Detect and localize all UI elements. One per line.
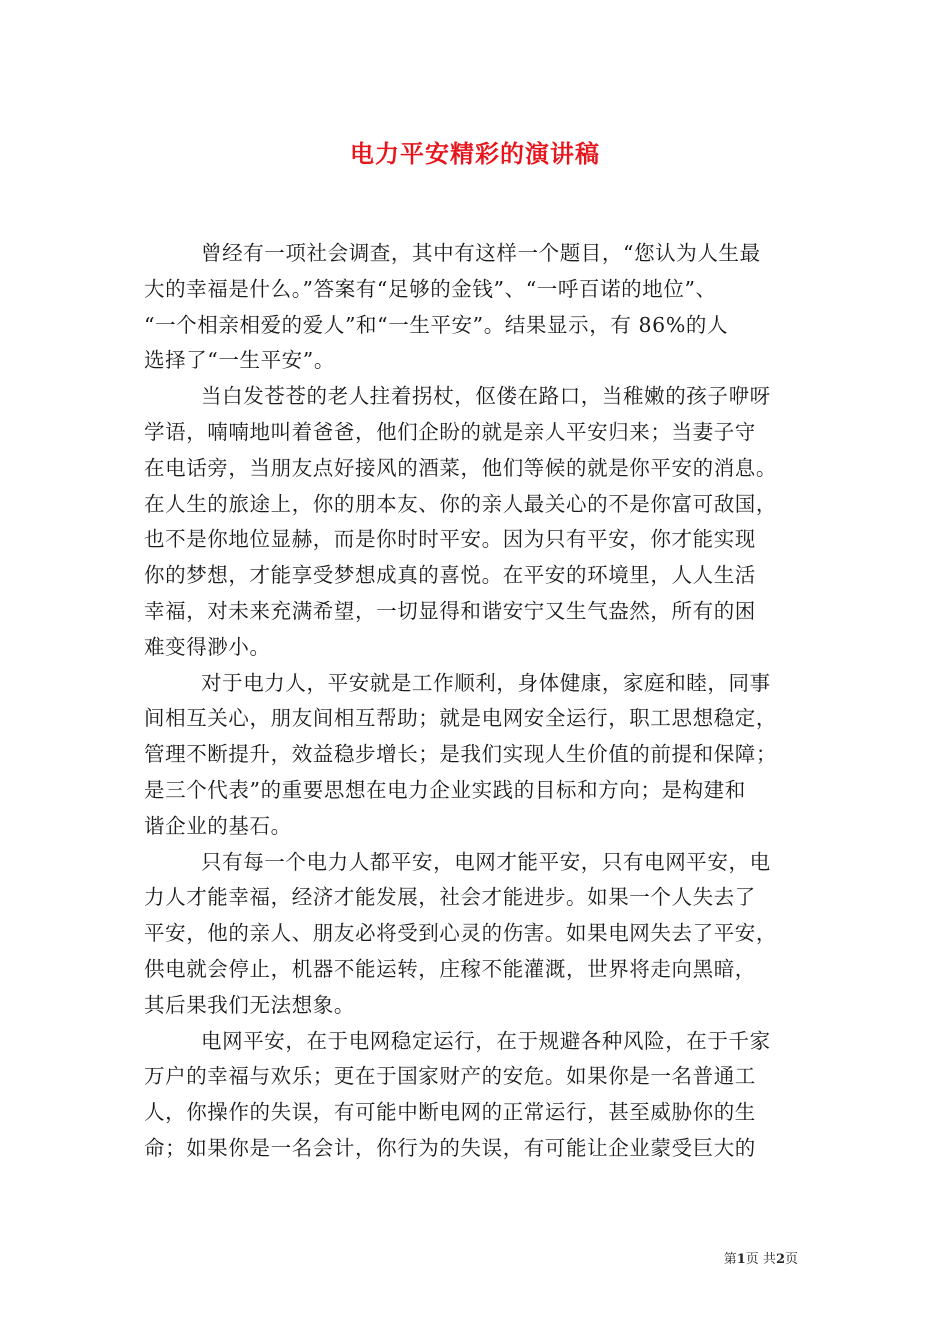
paragraph-line: 对于电力人，平安就是工作顺利，身体健康，家庭和睦，同事	[201, 670, 771, 695]
paragraph-line: 幸福，对未来充满希望，一切显得和谐安宁又生气盎然，所有的困	[144, 598, 756, 623]
page-total: 2	[775, 1252, 785, 1267]
paragraph-line: 选择了“一生平安”。	[144, 348, 335, 373]
paragraph-line: 命；如果你是一名会计，你行为的失误，有可能让企业蒙受巨大的	[144, 1135, 756, 1160]
paragraph-line: 曾经有一项社会调查，其中有这样一个题目，“您认为人生最	[201, 241, 761, 265]
paragraph-line: 大的幸福是什么。”答案有“足够的金钱”、“一呼百诺的地位”、	[144, 276, 717, 301]
paragraph-line: 也不是你地位显赫，而是你时时平安。因为只有平安，你才能实现	[144, 527, 756, 552]
paragraph-line: 供电就会停止，机器不能运转，庄稼不能灌溉，世界将走向黑暗，	[144, 956, 756, 981]
paragraph-line: 人，你操作的失误，有可能中断电网的正常运行，甚至威胁你的生	[144, 1100, 756, 1125]
paragraph-line: 是三个代表”的重要思想在电力企业实践的目标和方向；是构建和	[144, 777, 746, 802]
paragraph-line: 在电话旁，当朋友点好接风的酒菜，他们等候的就是你平安的消息。	[144, 455, 777, 480]
paragraph-line: 当白发苍苍的老人拄着拐杖，伛偻在路口，当稚嫩的孩子咿呀	[201, 384, 771, 409]
paragraph-line: 平安，他的亲人、朋友必将受到心灵的伤害。如果电网失去了平安，	[144, 921, 777, 946]
page-middle: 页 共	[745, 1252, 776, 1267]
page-current: 1	[736, 1252, 746, 1267]
document-body	[144, 236, 824, 1167]
paragraph-line: 其后果我们无法想象。	[144, 992, 355, 1017]
page-number-footer	[724, 1248, 798, 1267]
page-suffix: 页	[784, 1252, 798, 1267]
page-prefix: 第	[723, 1252, 737, 1267]
paragraph-line: 电网平安，在于电网稳定运行，在于规避各种风险，在于千家	[201, 1028, 771, 1053]
document-title: 电力平安精彩的演讲稿	[350, 139, 600, 168]
paragraph-line: 难变得渺小。	[144, 634, 271, 659]
paragraph-line: 管理不断提升，效益稳步增长；是我们实现人生价值的前提和保障；	[144, 742, 777, 767]
paragraph-line: 谐企业的基石。	[144, 813, 292, 838]
paragraph-line: 你的梦想，才能享受梦想成真的喜悦。在平安的环境里，人人生活	[144, 563, 756, 588]
paragraph-line: 只有每一个电力人都平安，电网才能平安，只有电网平安，电	[201, 849, 771, 874]
paragraph-line: 学语，喃喃地叫着爸爸，他们企盼的就是亲人平安归来；当妻子守	[144, 419, 756, 444]
paragraph-line: 万户的幸福与欢乐；更在于国家财产的安危。如果你是一名普通工	[144, 1064, 756, 1089]
paragraph-line: “一个相亲相爱的爱人”和“一生平安”。结果显示，有 86%的人	[144, 312, 729, 337]
paragraph-line: 力人才能幸福，经济才能发展，社会才能进步。如果一个人失去了	[144, 885, 756, 910]
paragraph-line: 间相互关心，朋友间相互帮助；就是电网安全运行，职工思想稳定，	[144, 706, 777, 731]
paragraph-line: 在人生的旅途上，你的朋本友、你的亲人最关心的不是你富可敌国，	[144, 491, 777, 516]
